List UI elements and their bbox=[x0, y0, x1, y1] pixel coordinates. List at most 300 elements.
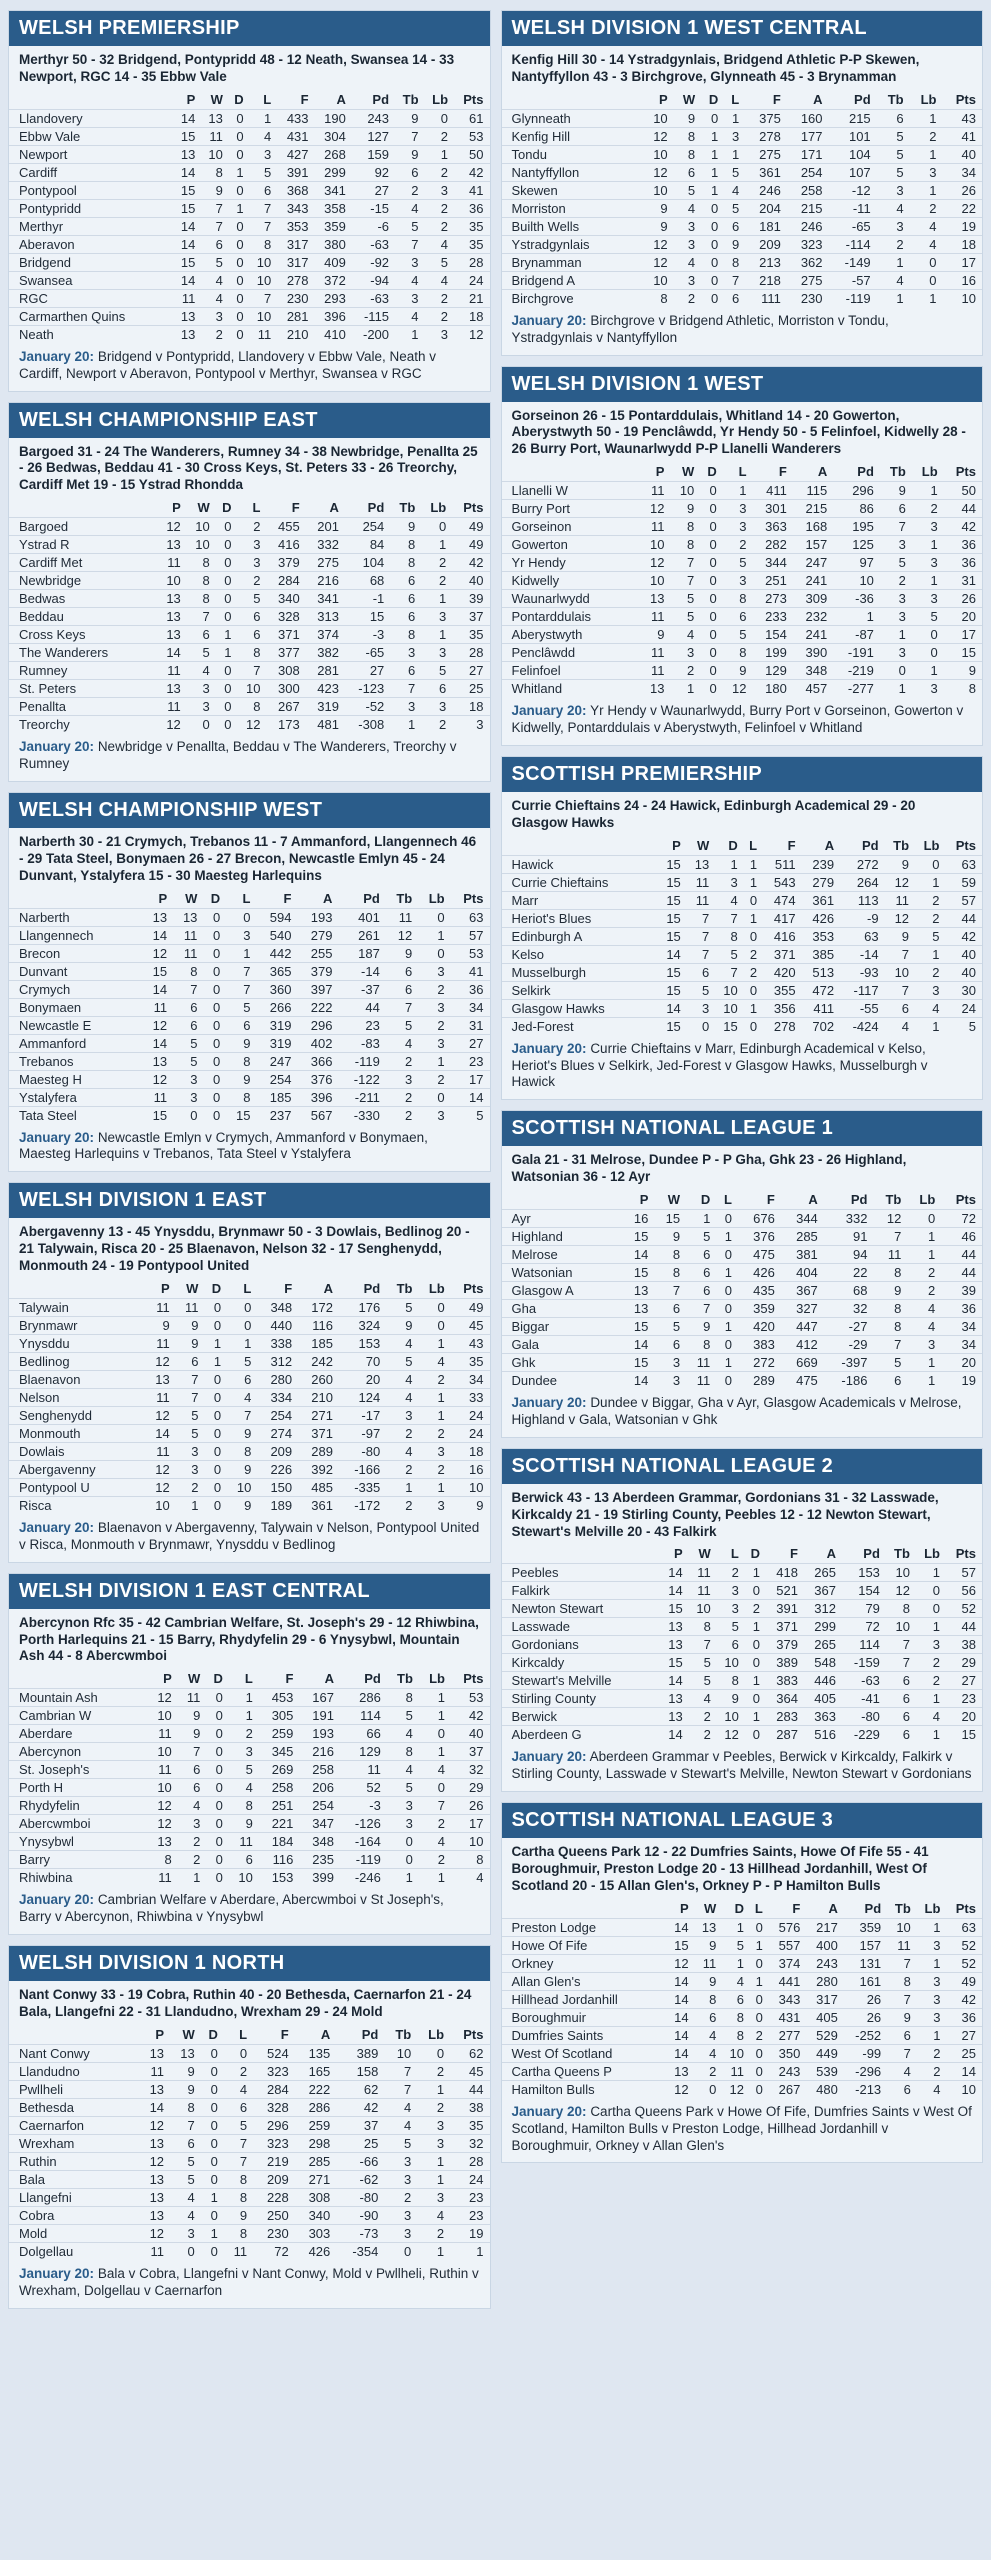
stat-cell: 2 bbox=[912, 500, 944, 518]
team-name: Pontypool bbox=[9, 181, 174, 199]
stat-cell: 2 bbox=[418, 1070, 450, 1088]
table-row bbox=[9, 1761, 490, 1779]
stat-cell: 396 bbox=[297, 1088, 338, 1106]
stat-cell: 14 bbox=[667, 2044, 695, 2062]
column-header: W bbox=[188, 1671, 201, 1687]
stat-cell: 323 bbox=[253, 2062, 295, 2080]
stat-cell: 11 bbox=[687, 873, 715, 891]
column-header bbox=[502, 90, 643, 110]
team-name: West Of Scotland bbox=[502, 2044, 667, 2062]
fixtures-list: Aberdeen Grammar v Peebles, Berwick v Kirkcaldy, Falkirk v Stirling County, Lasswade v Stewart's Melville, Newton Stewart v Gordonians bbox=[511, 1749, 972, 1782]
stat-cell: 379 bbox=[766, 1636, 804, 1654]
stat-cell: 275 bbox=[745, 145, 787, 163]
stat-cell: 1 bbox=[915, 945, 945, 963]
stat-cell: 6 bbox=[723, 608, 753, 626]
stat-cell: 63 bbox=[840, 927, 885, 945]
stat-cell: 6 bbox=[886, 1690, 916, 1708]
league-title: SCOTTISH NATIONAL LEAGUE 2 bbox=[502, 1449, 983, 1484]
column-header: F bbox=[790, 1546, 798, 1562]
column-header: Pd bbox=[863, 1546, 880, 1562]
stat-cell: 38 bbox=[946, 1636, 982, 1654]
stat-cell: -83 bbox=[338, 1034, 385, 1052]
stat-cell: 5 bbox=[387, 1779, 419, 1797]
stat-cell: 334 bbox=[257, 1388, 298, 1406]
stat-cell: 3 bbox=[226, 926, 256, 944]
stat-cell: 340 bbox=[267, 590, 306, 608]
column-header: W bbox=[185, 890, 198, 906]
team-name: Abercynon bbox=[9, 1743, 148, 1761]
stat-cell: 399 bbox=[299, 1869, 340, 1887]
stat-cell: 9 bbox=[390, 518, 421, 536]
stat-cell: 247 bbox=[256, 1052, 297, 1070]
league-table bbox=[9, 90, 490, 343]
stat-cell: 0 bbox=[216, 698, 238, 716]
stat-cell: 8 bbox=[173, 962, 203, 980]
table-row bbox=[502, 163, 983, 181]
stat-cell: 0 bbox=[700, 644, 722, 662]
stat-cell: 4 bbox=[916, 1708, 946, 1726]
stat-cell: 396 bbox=[315, 307, 352, 325]
table-row bbox=[9, 325, 490, 343]
stat-cell: 272 bbox=[738, 1354, 781, 1372]
stat-cell: 7 bbox=[686, 1300, 716, 1318]
stat-cell: 0 bbox=[226, 908, 256, 926]
stat-cell: 6 bbox=[238, 626, 267, 644]
stat-cell: 5 bbox=[425, 253, 455, 271]
stat-cell: 8 bbox=[654, 1246, 686, 1264]
stat-cell: 0 bbox=[206, 1707, 229, 1725]
stat-cell: 153 bbox=[339, 1334, 386, 1352]
stat-cell: 5 bbox=[451, 1106, 490, 1124]
stat-cell: 404 bbox=[781, 1264, 824, 1282]
stat-cell: 5 bbox=[187, 644, 216, 662]
stat-cell: 0 bbox=[744, 927, 763, 945]
stat-cell: 11 bbox=[722, 2062, 750, 2080]
stat-cell: 6 bbox=[238, 608, 267, 626]
team-name: Tondu bbox=[502, 145, 643, 163]
stat-cell: 400 bbox=[806, 1936, 843, 1954]
stat-cell: 0 bbox=[201, 2242, 224, 2260]
stat-cell: 669 bbox=[781, 1354, 824, 1372]
table-row bbox=[9, 662, 490, 680]
fixtures-date-label: January 20: bbox=[511, 703, 587, 719]
stat-cell: 6 bbox=[887, 2026, 917, 2044]
table-row bbox=[9, 1034, 490, 1052]
stat-cell: 12 bbox=[139, 2152, 170, 2170]
stat-cell: 14 bbox=[143, 926, 173, 944]
stat-cell: 1 bbox=[250, 109, 278, 127]
stat-cell: 2 bbox=[384, 2188, 417, 2206]
stat-cell: 0 bbox=[201, 2134, 224, 2152]
stat-cell: 72 bbox=[842, 1618, 886, 1636]
stat-cell: 2 bbox=[689, 1708, 717, 1726]
stat-cell: 14 bbox=[661, 1726, 689, 1744]
stat-cell: 5 bbox=[715, 945, 743, 963]
stat-cell: 111 bbox=[745, 289, 787, 307]
stat-cell: 343 bbox=[769, 1990, 806, 2008]
column-header: Pd bbox=[367, 500, 385, 516]
table-row bbox=[9, 2170, 490, 2188]
table-row bbox=[502, 891, 983, 909]
stat-cell: 8 bbox=[387, 1743, 419, 1761]
table-header-row bbox=[9, 1669, 490, 1689]
stat-cell: 298 bbox=[295, 2134, 337, 2152]
stat-cell: 0 bbox=[203, 962, 226, 980]
stat-cell: 1 bbox=[229, 1707, 259, 1725]
column-header: P bbox=[672, 837, 681, 853]
stat-cell: 13 bbox=[173, 908, 203, 926]
stat-cell: 3 bbox=[384, 2224, 417, 2242]
fixtures-list: Currie Chieftains v Marr, Edinburgh Academical v Kelso, Heriot's Blues v Selkirk, Jed-Forest v Glasgow Hawks, Musselburgh v Hawick bbox=[511, 1040, 928, 1090]
table-row bbox=[9, 235, 490, 253]
table-row bbox=[9, 2080, 490, 2098]
stat-cell: -15 bbox=[352, 199, 395, 217]
table-row bbox=[9, 1298, 490, 1316]
stat-cell: -36 bbox=[833, 590, 880, 608]
stat-cell: 431 bbox=[277, 127, 314, 145]
stat-cell: 15 bbox=[944, 644, 982, 662]
table-row bbox=[502, 1726, 983, 1744]
stat-cell: 8 bbox=[715, 927, 743, 945]
stat-cell: 283 bbox=[766, 1708, 804, 1726]
table-row bbox=[502, 1582, 983, 1600]
stat-cell: 317 bbox=[277, 253, 314, 271]
stat-cell: -149 bbox=[829, 253, 877, 271]
stat-cell: 2 bbox=[229, 1725, 259, 1743]
column-header bbox=[9, 90, 174, 110]
stat-cell: 278 bbox=[745, 127, 787, 145]
stat-cell: 8 bbox=[224, 2224, 253, 2242]
stat-cell: 3 bbox=[418, 1496, 450, 1514]
league-section-scottish-national-league-1 bbox=[501, 1110, 984, 1438]
stat-cell: 312 bbox=[804, 1600, 842, 1618]
column-header: A bbox=[329, 500, 339, 516]
column-header: F bbox=[291, 500, 300, 516]
stat-cell: 6 bbox=[178, 1779, 207, 1797]
stat-cell: 168 bbox=[793, 518, 833, 536]
stat-cell: 1 bbox=[722, 1954, 750, 1972]
stat-cell: 3 bbox=[390, 644, 421, 662]
stat-cell: 11 bbox=[386, 908, 418, 926]
table-row bbox=[502, 1336, 983, 1354]
league-section-welsh-division-1-east-central bbox=[8, 1573, 491, 1935]
stat-cell: 9 bbox=[170, 2080, 201, 2098]
stat-cell: 1 bbox=[418, 926, 450, 944]
stat-cell: 1 bbox=[910, 109, 943, 127]
stat-cell: -1 bbox=[345, 590, 390, 608]
stat-cell: 11 bbox=[873, 1246, 907, 1264]
table-row bbox=[9, 145, 490, 163]
stat-cell: 13 bbox=[148, 1833, 178, 1851]
team-name: Felinfoel bbox=[502, 662, 641, 680]
stat-cell: 411 bbox=[753, 482, 793, 500]
table-row bbox=[9, 1496, 490, 1514]
stat-cell: 8 bbox=[148, 1851, 178, 1869]
stat-cell: 4 bbox=[395, 199, 425, 217]
stat-cell: 1 bbox=[227, 1334, 257, 1352]
stat-cell: 485 bbox=[298, 1478, 339, 1496]
stat-cell: 6 bbox=[395, 163, 425, 181]
stat-cell: 0 bbox=[206, 1689, 229, 1707]
table-row bbox=[9, 1442, 490, 1460]
stat-cell: 375 bbox=[745, 109, 787, 127]
stat-cell: 6 bbox=[173, 998, 203, 1016]
stat-cell: 3 bbox=[418, 1034, 450, 1052]
stat-cell: 63 bbox=[451, 908, 490, 926]
stat-cell: 449 bbox=[806, 2044, 843, 2062]
stat-cell: 327 bbox=[781, 1300, 824, 1318]
stat-cell: 0 bbox=[204, 1406, 227, 1424]
team-name: Falkirk bbox=[502, 1582, 661, 1600]
stat-cell: 13 bbox=[661, 1636, 689, 1654]
stat-cell: 9 bbox=[873, 1282, 907, 1300]
stat-cell: 11 bbox=[695, 1954, 723, 1972]
stat-cell: 6 bbox=[885, 999, 915, 1017]
stat-cell: 363 bbox=[753, 518, 793, 536]
stat-cell: 8 bbox=[695, 1990, 723, 2008]
team-name: Builth Wells bbox=[502, 217, 643, 235]
stat-cell: 266 bbox=[256, 998, 297, 1016]
stat-cell: 28 bbox=[454, 253, 489, 271]
stat-cell: 5 bbox=[877, 163, 910, 181]
team-name: Gordonians bbox=[502, 1636, 661, 1654]
stat-cell: 7 bbox=[201, 199, 229, 217]
stat-cell: 171 bbox=[787, 145, 829, 163]
stat-cell: 2 bbox=[425, 127, 455, 145]
stat-cell: 115 bbox=[793, 482, 833, 500]
stat-cell: 7 bbox=[395, 127, 425, 145]
stat-cell: 125 bbox=[833, 536, 880, 554]
team-name: Glynneath bbox=[502, 109, 643, 127]
stat-cell: 19 bbox=[450, 2224, 489, 2242]
table-row bbox=[9, 2134, 490, 2152]
stat-cell: 319 bbox=[306, 698, 345, 716]
table-row bbox=[502, 1300, 983, 1318]
stat-cell: 1 bbox=[833, 608, 880, 626]
stat-cell: 455 bbox=[267, 518, 306, 536]
fixtures-list: Bala v Cobra, Llangefni v Nant Conwy, Mold v Pwllheli, Ruthin v Wrexham, Dolgellau v Caernarfon bbox=[19, 2265, 479, 2298]
stat-cell: 8 bbox=[873, 1300, 907, 1318]
team-name: Llanelli W bbox=[502, 482, 641, 500]
column-header: A bbox=[323, 890, 333, 906]
stat-cell: 3 bbox=[421, 698, 452, 716]
stat-cell: 61 bbox=[454, 109, 489, 127]
stat-cell: 6 bbox=[873, 1372, 907, 1390]
stat-cell: 45 bbox=[450, 2062, 489, 2080]
stat-cell: 405 bbox=[804, 1690, 842, 1708]
table-row bbox=[9, 2116, 490, 2134]
stat-cell: 3 bbox=[238, 536, 267, 554]
stat-cell: 1 bbox=[907, 1354, 941, 1372]
stat-cell: 38 bbox=[450, 2098, 489, 2116]
stat-cell: 26 bbox=[944, 590, 982, 608]
stat-cell: 3 bbox=[674, 235, 701, 253]
stat-cell: 383 bbox=[766, 1672, 804, 1690]
column-header: Lb bbox=[428, 890, 445, 906]
stat-cell: 12 bbox=[158, 518, 187, 536]
stat-cell: 4 bbox=[250, 127, 278, 145]
stat-cell: 3 bbox=[201, 307, 229, 325]
stat-cell: 68 bbox=[824, 1282, 874, 1300]
stat-cell: 0 bbox=[384, 2242, 417, 2260]
table-row bbox=[9, 1478, 490, 1496]
table-row bbox=[9, 1088, 490, 1106]
stat-cell: 3 bbox=[880, 644, 912, 662]
stat-cell: 2 bbox=[744, 963, 763, 981]
stat-cell: 521 bbox=[766, 1582, 804, 1600]
stat-cell: 1 bbox=[744, 999, 763, 1017]
stat-cell: 216 bbox=[306, 572, 345, 590]
stat-cell: 9 bbox=[686, 1318, 716, 1336]
stat-cell: 7 bbox=[170, 2116, 201, 2134]
stat-cell: 11 bbox=[146, 1388, 176, 1406]
stat-cell: 4 bbox=[386, 1388, 418, 1406]
stat-cell: 5 bbox=[250, 163, 278, 181]
team-name: Ynysddu bbox=[9, 1334, 146, 1352]
stat-cell: 191 bbox=[299, 1707, 340, 1725]
stat-cell: 0 bbox=[204, 1496, 227, 1514]
stat-cell: 243 bbox=[806, 1954, 843, 1972]
team-name: Ystalyfera bbox=[9, 1088, 143, 1106]
table-row bbox=[9, 163, 490, 181]
stat-cell: 1 bbox=[419, 1869, 451, 1887]
stat-cell: 52 bbox=[946, 1936, 982, 1954]
stat-cell: 435 bbox=[738, 1282, 781, 1300]
stat-cell: 1 bbox=[744, 855, 763, 873]
stat-cell: 0 bbox=[229, 271, 250, 289]
column-header: Pts bbox=[955, 837, 976, 853]
stat-cell: 1 bbox=[417, 2152, 450, 2170]
stat-cell: 5 bbox=[873, 1354, 907, 1372]
stat-cell: 209 bbox=[257, 1442, 298, 1460]
stat-cell: 27 bbox=[946, 2026, 982, 2044]
column-header: A bbox=[323, 1280, 333, 1296]
stat-cell: 557 bbox=[769, 1936, 806, 1954]
league-title: WELSH DIVISION 1 EAST CENTRAL bbox=[9, 1574, 490, 1609]
league-title: SCOTTISH NATIONAL LEAGUE 3 bbox=[502, 1803, 983, 1838]
stat-cell: 285 bbox=[781, 1228, 824, 1246]
stat-cell: 79 bbox=[842, 1600, 886, 1618]
stat-cell: 285 bbox=[295, 2152, 337, 2170]
team-name: Melrose bbox=[502, 1246, 623, 1264]
stat-cell: 19 bbox=[941, 1372, 982, 1390]
column-header: W bbox=[186, 1280, 199, 1296]
team-name: Carmarthen Quins bbox=[9, 307, 174, 325]
stat-cell: 4 bbox=[885, 1017, 915, 1035]
stat-cell: 230 bbox=[787, 289, 829, 307]
stat-cell: 10 bbox=[715, 999, 743, 1017]
stat-cell: 254 bbox=[256, 1070, 297, 1088]
stat-cell: 8 bbox=[670, 518, 700, 536]
stat-cell: 0 bbox=[203, 1106, 226, 1124]
stat-cell: 345 bbox=[259, 1743, 300, 1761]
stat-cell: 195 bbox=[833, 518, 880, 536]
stat-cell: 209 bbox=[745, 235, 787, 253]
stat-cell: 14 bbox=[143, 980, 173, 998]
table-row bbox=[502, 1246, 983, 1264]
stat-cell: 359 bbox=[844, 1918, 887, 1936]
column-header: D bbox=[750, 1546, 760, 1562]
team-name: Rhydyfelin bbox=[9, 1797, 148, 1815]
stat-cell: 2 bbox=[417, 2062, 450, 2080]
stat-cell: 0 bbox=[750, 2062, 769, 2080]
stat-cell: 43 bbox=[451, 1334, 490, 1352]
stat-cell: 1 bbox=[912, 536, 944, 554]
stat-cell: 233 bbox=[753, 608, 793, 626]
stat-cell: -57 bbox=[829, 271, 877, 289]
stat-cell: 0 bbox=[916, 1582, 946, 1600]
stat-cell: 1 bbox=[418, 1478, 450, 1496]
team-name: Barry bbox=[9, 1851, 148, 1869]
stat-cell: 9 bbox=[695, 1972, 723, 1990]
stat-cell: 8 bbox=[451, 1851, 490, 1869]
stat-cell: 1 bbox=[722, 1918, 750, 1936]
stat-cell: 0 bbox=[745, 1690, 766, 1708]
team-name: Rumney bbox=[9, 662, 158, 680]
column-header: F bbox=[778, 464, 787, 480]
column-header: Pd bbox=[372, 91, 390, 107]
table-row bbox=[502, 1636, 983, 1654]
stat-cell: 412 bbox=[781, 1336, 824, 1354]
team-name: Glasgow A bbox=[502, 1282, 623, 1300]
stat-cell: 2 bbox=[917, 2044, 947, 2062]
stat-cell: 254 bbox=[299, 1797, 340, 1815]
stat-cell: 702 bbox=[802, 1017, 841, 1035]
stat-cell: 15 bbox=[226, 1106, 256, 1124]
stat-cell: 367 bbox=[804, 1582, 842, 1600]
stat-cell: 2 bbox=[750, 2026, 769, 2044]
stat-cell: 281 bbox=[277, 307, 314, 325]
stat-cell: 4 bbox=[386, 1334, 418, 1352]
stat-cell: 380 bbox=[315, 235, 352, 253]
column-header: Pd bbox=[861, 837, 879, 853]
stat-cell: 8 bbox=[873, 1318, 907, 1336]
stat-cell: 41 bbox=[454, 181, 489, 199]
stat-cell: 376 bbox=[297, 1070, 338, 1088]
column-header: D bbox=[210, 890, 221, 906]
stat-cell: 216 bbox=[299, 1743, 340, 1761]
stat-cell: 594 bbox=[256, 908, 297, 926]
results-text: Nant Conwy 33 - 19 Cobra, Ruthin 40 - 20 Bethesda, Caernarfon 21 - 24 Bala, Llangefni 22 - 31 Llandudno, Wrexham 29 - 24 Mold bbox=[19, 1987, 472, 2019]
stat-cell: 15 bbox=[946, 1726, 982, 1744]
stat-cell: 1 bbox=[418, 1334, 450, 1352]
team-name: Trebanos bbox=[9, 1052, 143, 1070]
team-name: Gowerton bbox=[502, 536, 641, 554]
stat-cell: 250 bbox=[253, 2206, 295, 2224]
table-row bbox=[9, 217, 490, 235]
team-name: The Wanderers bbox=[9, 644, 158, 662]
stat-cell: 5 bbox=[670, 590, 700, 608]
stat-cell: 264 bbox=[840, 873, 885, 891]
stat-cell: 1 bbox=[418, 1052, 450, 1070]
stat-cell: 4 bbox=[386, 1370, 418, 1388]
stat-cell: 5 bbox=[384, 2134, 417, 2152]
table-row bbox=[502, 1972, 983, 1990]
stat-cell: 11 bbox=[139, 2242, 170, 2260]
left-column bbox=[8, 10, 491, 2550]
stat-cell: 14 bbox=[667, 1990, 695, 2008]
stat-cell: 2 bbox=[238, 572, 267, 590]
league-section-scottish-national-league-3 bbox=[501, 1802, 984, 2163]
stat-cell: 0 bbox=[203, 1016, 226, 1034]
stat-cell: 1 bbox=[425, 145, 455, 163]
stat-cell: 374 bbox=[306, 626, 345, 644]
fixtures-text bbox=[502, 697, 983, 745]
stat-cell: 2 bbox=[417, 2098, 450, 2116]
stat-cell: 3 bbox=[917, 1972, 947, 1990]
stat-cell: 0 bbox=[419, 1779, 451, 1797]
stat-cell: 5 bbox=[395, 217, 425, 235]
